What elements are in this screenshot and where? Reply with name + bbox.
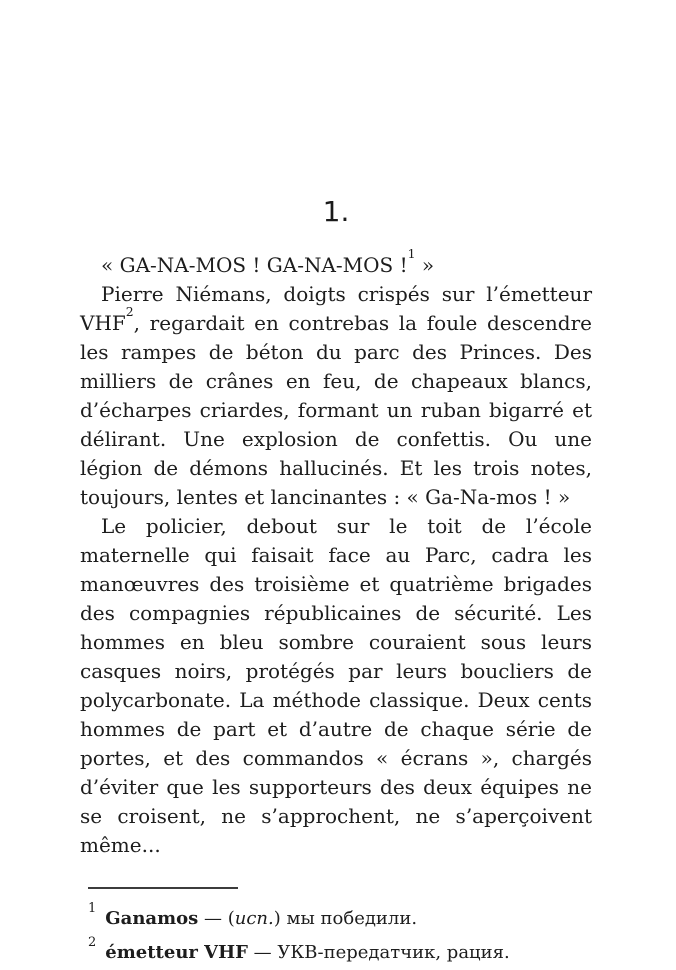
paragraph-text: Le policier, debout sur le toit de l’école maternelle qui faisait face au Parc, cadra les manœuvres des troisième et quatrième brigades des compagnies républicaines de sécurité. Les hommes en bleu sombre couraient sous leurs casques noirs, protégés par leurs boucliers de polycarbonate. La méthode classique. Deux cents hommes de part et d’autre de chaque série de portes, et des commandos « écrans », chargés d’éviter que les supporteurs des deux équipes ne se croisent, ne s’approchent, ne s’aperçoivent même...: [80, 514, 592, 857]
paragraph: [80, 512, 592, 860]
footnote-number: 2: [88, 934, 97, 950]
footnote-separator: —: [247, 942, 278, 963]
footnote-2: [80, 934, 592, 966]
footnote-language-label: исп.: [234, 908, 274, 929]
footnote-term: Ganamos: [105, 908, 199, 929]
paragraph-text: Pierre Niémans, doigts crispés sur l’émetteur VHF: [80, 282, 592, 335]
footnote-1: [80, 900, 592, 932]
footnote-separator-rule: [88, 887, 238, 889]
paragraph-text: »: [415, 253, 435, 277]
footnote-number: 1: [88, 900, 97, 916]
footnote-text: УКВ-передатчик, рация.: [277, 942, 510, 963]
footnote-term: émetteur VHF: [105, 942, 248, 963]
chapter-heading: 1.: [322, 195, 350, 228]
paragraph: [80, 280, 592, 512]
footnote-text: ) мы победили.: [273, 908, 418, 929]
paragraph-text: « GA-NA-MOS ! GA-NA-MOS !: [101, 253, 408, 277]
footnotes-section: [80, 887, 592, 966]
footnote-ref-1[interactable]: 1: [407, 245, 416, 261]
footnote-separator: — (: [198, 908, 235, 929]
paragraph-dialogue: [80, 245, 592, 280]
footnote-ref-2[interactable]: 2: [125, 303, 134, 319]
paragraph-text: , regardait en contrebas la foule descendre les rampes de béton du parc des Princes. Des milliers de crânes en feu, de chapeaux blancs, d’écharpes criardes, formant un ruban bigarré et délirant. Une explosion de confettis. Ou une légion de démons hallucinés. Et les trois notes, toujours, lentes et lancinantes : « Ga-Na-mos ! »: [80, 311, 592, 509]
